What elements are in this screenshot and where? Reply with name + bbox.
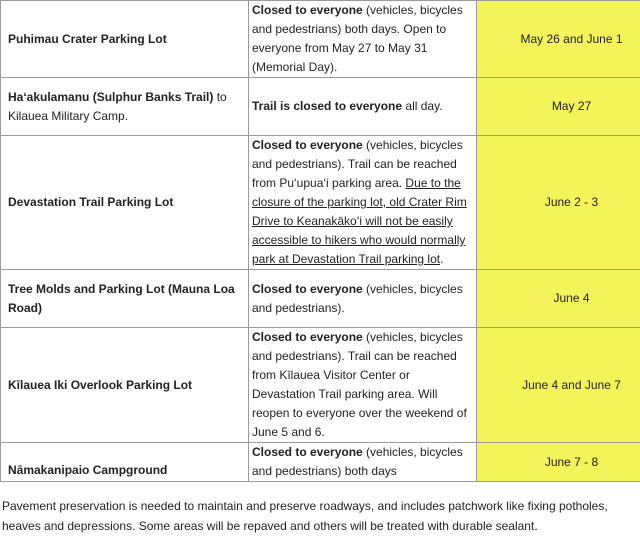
location-name: Kīlauea Iki Overlook Parking Lot: [8, 377, 193, 392]
location-cell: [1, 78, 249, 136]
details-cell: [249, 78, 477, 136]
details-cell: [249, 136, 477, 270]
details-cell: [249, 328, 477, 443]
closure-status: Closed to everyone: [252, 330, 363, 344]
closure-dates: June 4 and June 7: [522, 377, 621, 392]
closure-dates: June 7 - 8: [544, 454, 599, 469]
closure-details: (vehicles, bicycles and pedestrians). Trail can be reached from Pu‘upua‘i parking area.: [252, 138, 463, 190]
closure-details: (vehicles, bicycles and pedestrians) both days. Open to everyone from May 27 to May 31 (Memorial Day).: [252, 3, 463, 74]
table-row: [1, 443, 640, 482]
location-detail: to Kilauea Military Camp.: [8, 89, 227, 123]
closure-details: all day.: [402, 99, 443, 113]
closure-dates: June 4: [553, 291, 590, 305]
closure-status: Closed to everyone: [252, 445, 363, 459]
closure-status: Closed to everyone: [252, 281, 363, 296]
location-name: Puhimau Crater Parking Lot: [8, 31, 167, 46]
closure-dates: May 26 and June 1: [520, 31, 623, 46]
date-cell: [477, 328, 640, 443]
date-cell: [477, 136, 640, 270]
details-cell: [249, 443, 477, 482]
table-row: [1, 328, 640, 443]
location-cell: [1, 443, 249, 482]
date-cell: [477, 270, 640, 328]
closure-dates: May 27: [551, 99, 592, 113]
date-cell: [477, 443, 640, 482]
location-name: Devastation Trail Parking Lot: [8, 195, 174, 209]
table-row: [1, 270, 640, 328]
closure-status: Trail is closed to everyone: [252, 99, 403, 113]
location-cell: [1, 270, 249, 328]
details-cell: [249, 270, 477, 328]
closure-dates: June 2 - 3: [544, 195, 599, 209]
location-name: Ha‘akulamanu (Sulphur Banks Trail): [8, 89, 214, 104]
devastation-trail-link[interactable]: Due to the closure of the parking lot, old Crater Rim Drive to Keanakākoʻi will not be easily accessible to hikers who would normally park at Devastation Trail parking lot: [252, 176, 467, 266]
location-cell: [1, 328, 249, 443]
closure-details: (vehicles, bicycles and pedestrians). Trail can be reached from Kīlauea Visitor Center or Devastation Trail parking area. Will reopen to everyone over the weekend of June 5 and 6.: [252, 330, 467, 439]
location-name: Nāmakanipaio Campground: [8, 463, 168, 477]
closure-status: Closed to everyone: [252, 3, 363, 17]
pavement-note: Pavement preservation is needed to maintain and preserve roadways, and includes patchwork like fixing potholes, heaves and depressions. Some areas will be repaved and others will be treated with durable sealant.: [2, 499, 608, 533]
details-cell: [249, 1, 477, 78]
closure-status: Closed to everyone: [252, 138, 363, 152]
closure-details: (vehicles, bicycles and pedestrians).: [252, 281, 463, 315]
location-cell: [1, 1, 249, 78]
closure-details-end: .: [440, 252, 444, 266]
date-cell: [477, 1, 640, 78]
table-row: [1, 136, 640, 270]
closure-details: (vehicles, bicycles and pedestrians) both days: [252, 445, 463, 478]
table-row: [1, 78, 640, 136]
date-cell: [477, 78, 640, 136]
location-name: Tree Molds and Parking Lot (Mauna Loa Road): [8, 281, 235, 315]
location-cell: [1, 136, 249, 270]
table-row: [1, 1, 640, 78]
